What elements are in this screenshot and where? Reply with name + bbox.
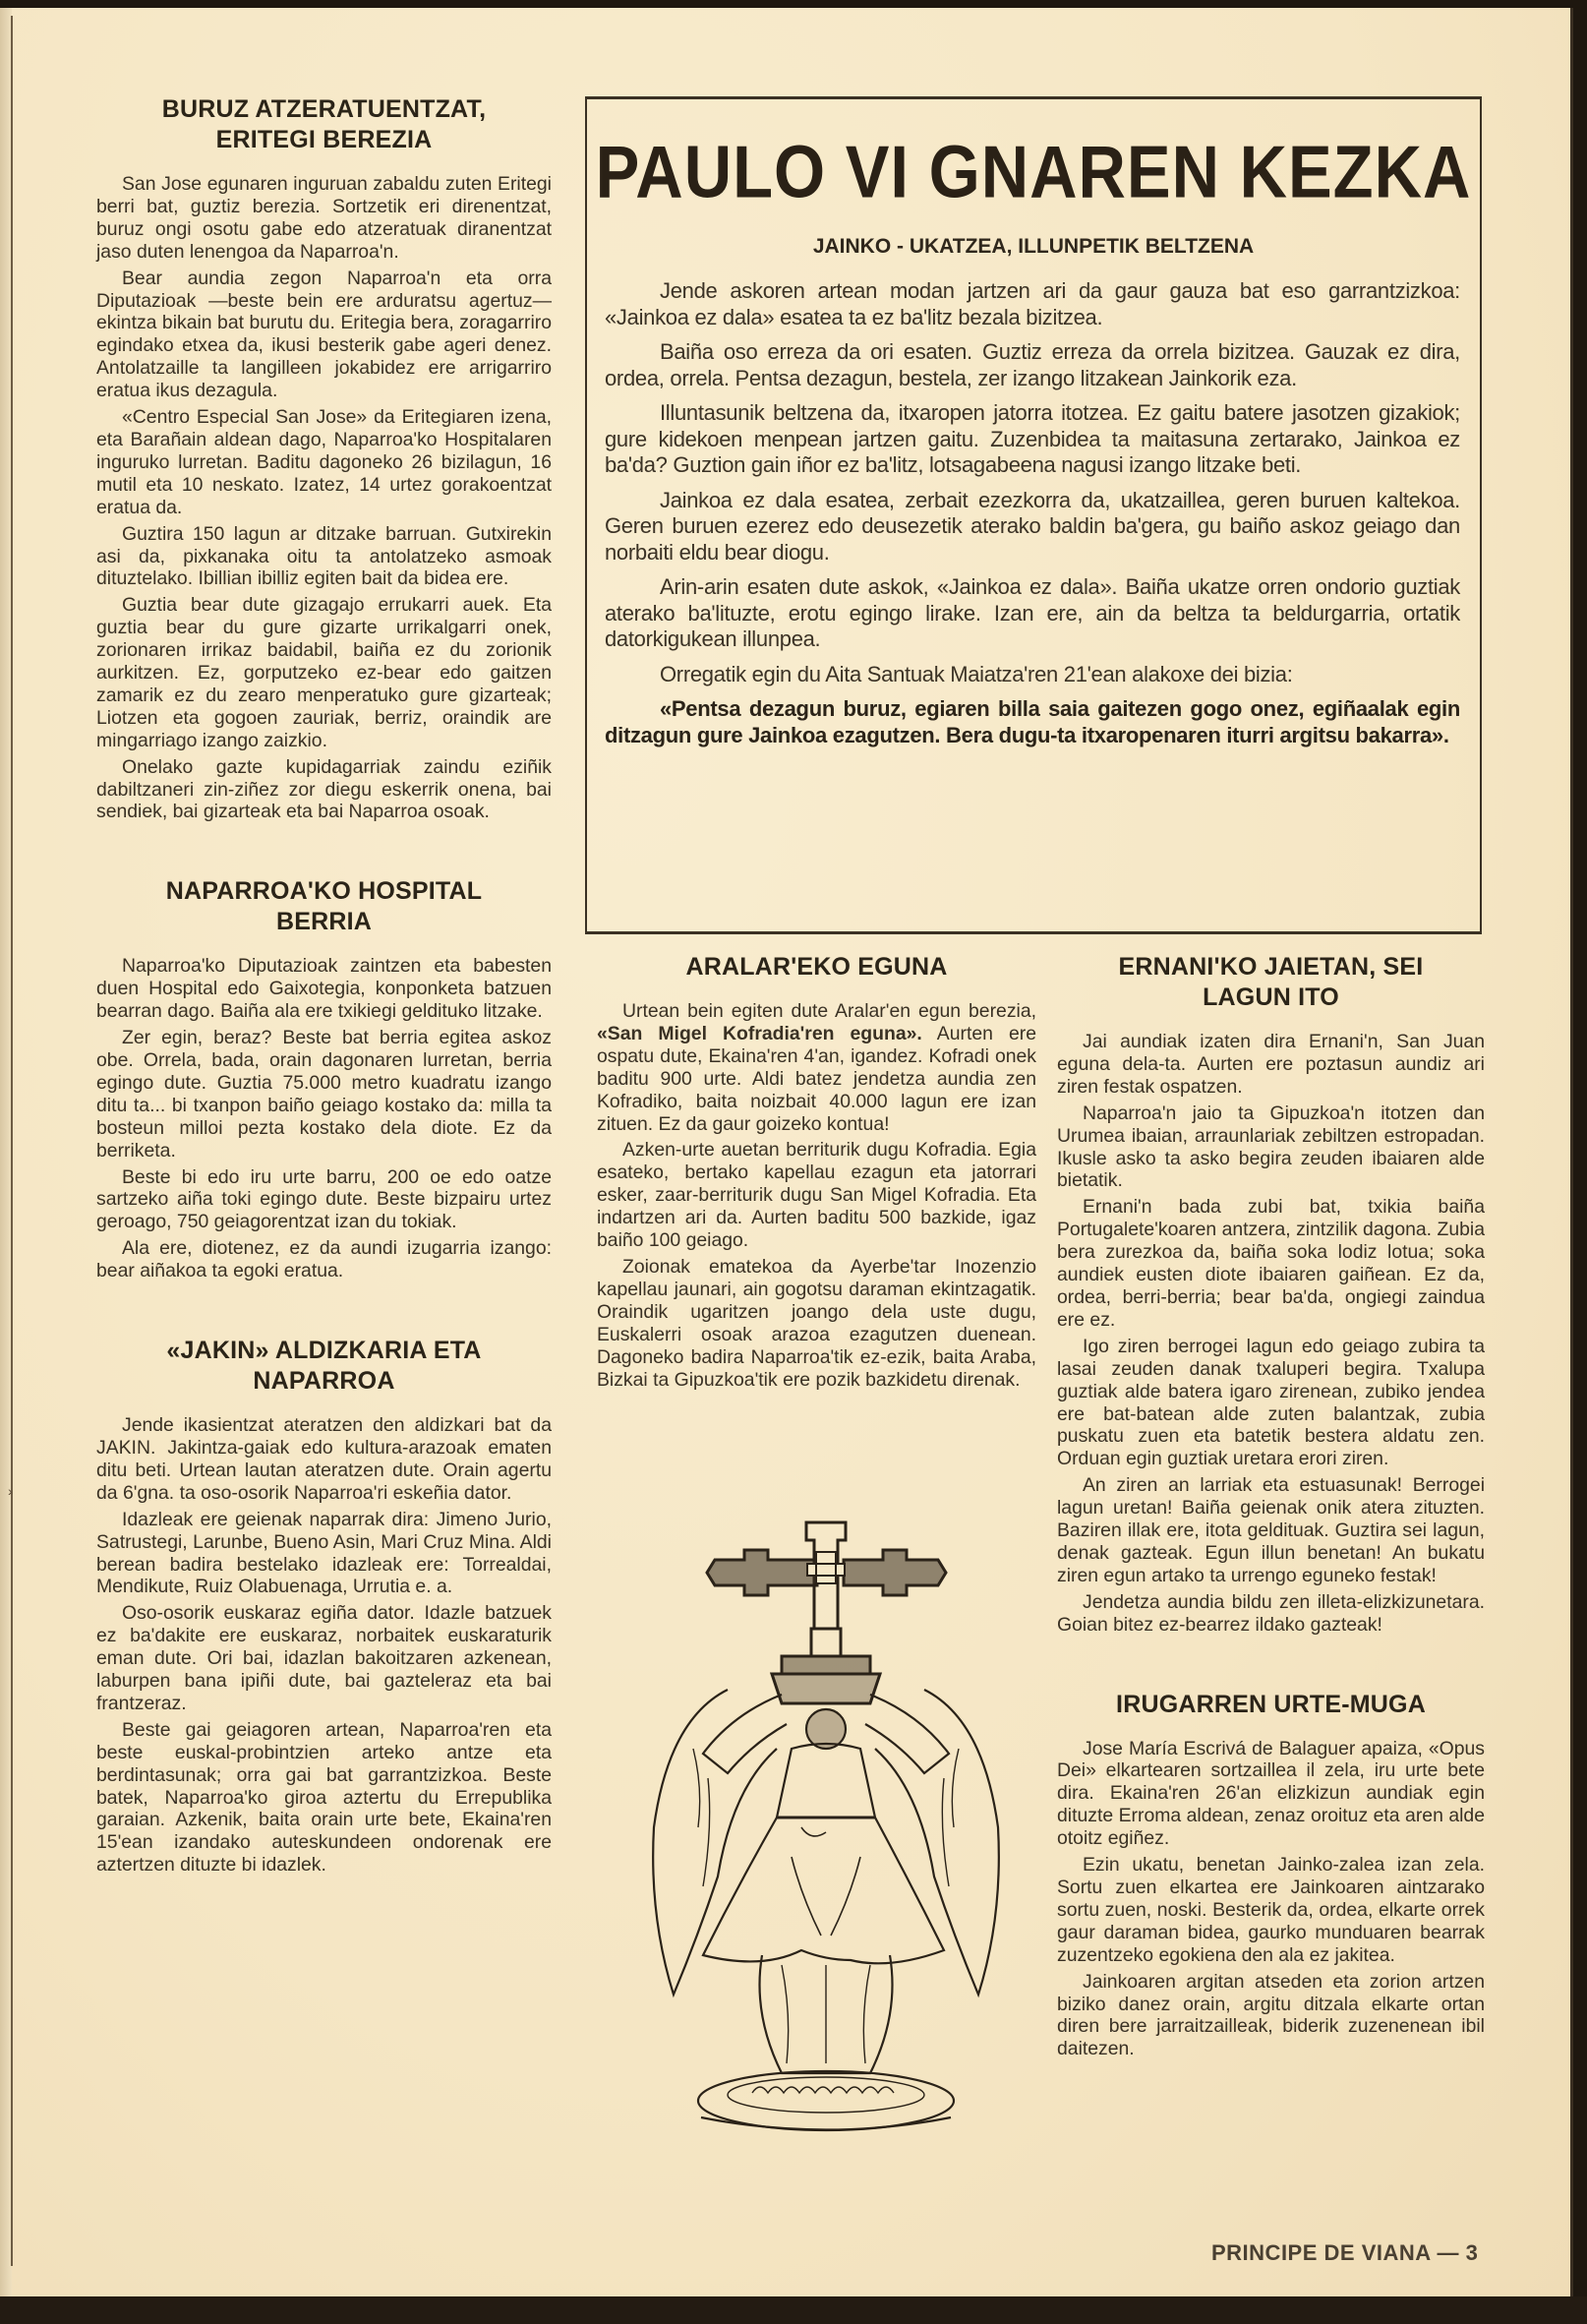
paragraph: Jose María Escrivá de Balaguer apaiza, «Opus Dei» elkartearen sortzaillea il zela, iru urte bete dira. Ekaina'ren 26'an elizkizun aundiak egin dituzte Erroma aldean, zenaz oroituz eta aren alde otoitz egiñez. xyxy=(1057,1737,1485,1850)
paragraph: Orregatik egin du Aita Santuak Maiatza'ren 21'ean alakoxe dei bizia: xyxy=(660,661,1293,686)
article-ernani xyxy=(1057,952,1485,1637)
article-irugarren xyxy=(1057,1690,1485,2061)
paragraph: Jainkoa ez dala esatea, zerbait ezezkorra da, ukatzaillea, geren buruen kaltekoa. Geren buruen ezerez edo deusezetik aterako baldin ba'gera, gu baiño askoz geiago dan norbaiti eldu bear diogu. xyxy=(605,487,1460,565)
paragraph: Oso-osorik euskaraz egiña dator. Idazle batzuek ez ba'dakite ere euskaraz, norbaitek euskaraturik eman dute. Ori bai, idazlan bakoitzaren azkenean, laburpen bana ipiñi dute, bai gazteleraz eta bai frantzeraz. xyxy=(96,1602,552,1714)
paragraph: Guztia bear dute gizagajo errukarri auek. Eta guztia bear du gure gizarte urrikalgarri onek, zorionaren irrikaz baidabil, baiña ez du zorionik aurkitzen. Ez, gorputzeko ez-bear edo gaitzen zamarik ez du zearo menperatuko gure gizarteak; Liotzen eta gogoen zauriak, berriz, oraindik are mingarriago izango zaizkio. xyxy=(96,594,552,751)
headline-line: BERRIA xyxy=(275,908,373,936)
article-headline xyxy=(96,1336,552,1397)
paragraph: Onelako gazte kupidagarriak zaindu eziñik dabiltzaneri zin-ziñez zor diegu eskerrik onena, bai sendiek, bai gizarteak eta bai Naparroa osoak. xyxy=(96,755,552,823)
headline-line: LAGUN ITO xyxy=(1203,983,1339,1011)
paragraph: San Jose egunaren inguruan zabaldu zuten Eritegi berri bat, guztiz berezia. Sortzetik eri direnentzat, buruz ongi osotu gabe edo atzeratuak diranentzat jaso duten lenengoa da Naparroa'n. xyxy=(96,173,552,263)
magazine-page xyxy=(0,8,1573,2304)
article-aralar xyxy=(597,952,1036,1391)
paragraph: Jendetza aundia bildu zen illeta-elizkizunetara. Goian bitez ez-bearrez ildako gazteak! xyxy=(1057,1590,1485,1636)
text-run: Aurten ere ospatu dute, Ekaina'ren 4'an, igandez. Kofradi onek baditu 900 urte. Aldi batez jendetza aundia zen Kofradiko, baita noizbait 40.000 lagun ere izan zituen. Ez da gaur goizeko kontua! xyxy=(597,1022,1036,1135)
paragraph: Idazleak ere geienak naparrak dira: Jimeno Jurio, Satrustegi, Larunbe, Bueno Asin, Mari Cruz Mina. Aldi berean badira bestelako idazleak ere: Torrealdai, Mendikute, Ruiz Olabuenaga, Urrutia e. a. xyxy=(96,1508,552,1598)
article-hospital xyxy=(96,876,552,1282)
paragraph: Beste bi edo iru urte barru, 200 oe edo oatze sartzeko aiña toki egingo dute. Beste bizpairu urtez geroago, 750 geiagorentzat izan du tokiak. xyxy=(96,1165,552,1233)
paragraph: Beste gai geiagoren artean, Naparroa'ren eta beste euskal-probintzien arteko antze eta berdintasunak; orra gai bat garrantzizkoa. Beste batek, Naparroa'ko giroa aztertu du Errepublika garaian. Azkenik, baita orain urte bete, Ekaina'ren 15'ean izandako auteskundeen ondorenak ere aztertzen dituzte bi idazlek. xyxy=(96,1718,552,1877)
page-footer xyxy=(1211,2240,1478,2266)
headline-line: ERITEGI BEREZIA xyxy=(215,126,433,153)
page-edge xyxy=(1570,8,1573,2304)
paragraph: Jai aundiak izaten dira Ernani'n, San Juan eguna dela-ta. Aurten ere poztasun aundiz ari ziren festak ospatzen. xyxy=(1057,1031,1485,1098)
paragraph: Naparroa'n jaio ta Gipuzkoa'n itotzen dan Urumea ibaian, arraunlariak zebiltzen estropadan. Ikusle asko ta asko begira zeuden ibaiaren alde bietatik. xyxy=(1057,1102,1485,1192)
paragraph: Baiña oso erreza da ori esaten. Guztiz erreza da orrela bizitzea. Gauzak ez dira, ordea, orrela. Pentsa dezagun, bestela, zer izango litzakean Jainkorik eza. xyxy=(605,339,1460,390)
headline-line: BURUZ ATZERATUENTZAT, xyxy=(161,95,487,123)
paragraph: Igo ziren berrogei lagun edo geiago zubira ta lasai zeuden danak txaluperi begira. Txalupa guztiak alde batera igaro zirenean, zubiko jendea ere bat-batean alde zuten balantzak, zubia puskatu zuen eta batetik bestera aldatu zen. Orduan egin guztiak uretara erori ziren. xyxy=(1057,1335,1485,1470)
paragraph: Jende ikasientzat ateratzen den aldizkari bat da JAKIN. Jakintza-gaiak edo kultura-arazoak ematen ditu beti. Urtean lautan ateratzen dute. Orain agertu da 6'gna. ta oso-osorik Naparroa'ri eskeñia dator. xyxy=(96,1414,552,1504)
papal-quote: «Pentsa dezagun buruz, egiaren billa saia gaitezen gogo onez, egiñaalak egin ditzagun gure Jainkoa ezagutzen. Bera dugu-ta itxaropenaren iturri argitsu bakarra». xyxy=(605,696,1460,747)
paragraph: Arin-arin esaten dute askok, «Jainkoa ez dala». Baiña ukatze orren ondorio guztiak aterako ba'lituzte, erotu egingo lirake. Izan ere, ain da beltza ta beldurgarria, ortatik datorkigukean illunpea. xyxy=(605,574,1460,651)
article-headline: ARALAR'EKO EGUNA xyxy=(685,953,948,981)
paragraph: Ala ere, diotenez, ez da aundi izugarria izango: bear aiñakoa ta egoki eratua. xyxy=(96,1237,552,1282)
paragraph: Ezin ukatu, benetan Jainko-zalea izan zela. Sortu zuen elkartea ere Jainkoaren aintzarako sortu zuen, noski. Besterik da, ordea, elkarte orrek gaur daraman bidea, gaurko munduaren bearrak zuzentzeko egokiena den ala ez jakitea. xyxy=(1057,1854,1485,1966)
headline-line: NAPARROA'KO HOSPITAL xyxy=(165,877,483,906)
headline-line: ERNANI'KO JAIETAN, SEI xyxy=(1118,953,1424,981)
paragraph: Guztira 150 lagun ar ditzake barruan. Gutxirekin asi da, pixkanaka oitu ta antolatzeko asmoak dituztelako. Ibillian ibilliz egiten bait da bidea ere. xyxy=(96,522,552,590)
right-column xyxy=(1057,952,1485,2064)
article-headline: IRUGARREN URTE-MUGA xyxy=(1116,1690,1426,1718)
paragraph: Azken-urte auetan berriturik dugu Kofradia. Egia esateko, bertako kapellau ezagun eta jatorrari esker, zaar-berriturik dugu San Migel Kofradia. Eta indartzen ari da. Aurten baditu 500 bazkide, igaz baiño 100 geiago. xyxy=(597,1139,1036,1252)
headline-line: NAPARROA xyxy=(253,1367,395,1396)
lead-article-box xyxy=(585,96,1482,934)
article-headline xyxy=(96,94,552,155)
left-column xyxy=(96,94,552,1880)
paragraph: Jende askoren artean modan jartzen ari da gaur gauza bat eso garrantzizkoa: «Jainkoa ez dala» esatea ta ez ba'litz bezala bizitzea. xyxy=(605,278,1460,329)
paragraph xyxy=(597,1000,1036,1135)
text-run: Urtean bein egiten dute Aralar'en egun berezia, xyxy=(622,1000,1036,1022)
article-eritegi xyxy=(96,94,552,823)
page-number: 3 xyxy=(1465,2240,1479,2265)
middle-column xyxy=(597,952,1036,1395)
margin-mark: › xyxy=(8,1483,13,1499)
bold-text-run: «San Migel Kofradia'ren eguna». xyxy=(597,1022,922,1044)
lead-article-subtitle: JAINKO - UKATZEA, ILLUNPETIK BELTZENA xyxy=(812,235,1255,258)
publication-name: PRINCIPE DE VIANA xyxy=(1211,2240,1431,2265)
paragraph: Jainkoaren argitan atseden eta zorion artzen biziko danez orain, argitu ditzala elkarte ortan diren bere jarraitzailleak, biderik zuzenenean ibil daitezen. xyxy=(1057,1970,1485,2060)
paragraph: Bear aundia zegon Naparroa'n eta orra Diputazioak —beste bein ere arduratsu agertuz— ekintza bikain bat burutu du. Eritegia bera, zoragarriro egindako etxea da, ikusi besterik gabe ageri denez. Antolatzaille ta langilleen jokabidez ere arrigarriro eratua ikus dezagula. xyxy=(96,267,552,402)
article-jakin xyxy=(96,1336,552,1877)
paragraph: Ernani'n bada zubi bat, txikia baiña Portugalete'koaren antzera, zintzilik dagona. Zubia bera zurezkoa da, baiña soka lodiz lotua; soka aundiek eusten diote ibaiaren gaiñean. Ez da, ordea, berri-berria; bear ba'da, ongiegi zaindua ere ez. xyxy=(1057,1196,1485,1331)
lead-article-title: PAULO VI GNAREN KEZKA xyxy=(595,131,1472,214)
footer-separator: — xyxy=(1437,2240,1459,2265)
processional-cross-icon xyxy=(707,1522,946,1703)
paragraph: Illuntasunik beltzena da, itxaropen jatorra itotzea. Ez gaitu batere jasotzen gizakiok; gure kidekoen menpean jartzen gaitu. Zuzenbidea ta maitasuna zertarako, Jainkoa ez ba'da? Guztion gain iñor ez ba'litz, lotsagabeena nagusi izango litzake beti. xyxy=(605,400,1460,477)
paragraph: An ziren an larriak eta estuasunak! Berrogei lagun uretan! Baiña geienak onik atera zituzten. Baziren illak ere, itota geldituak. Guztira sei lagun, denak gazteak. Egun illun benetan! An bukatu ziren egun artako ta urrengo eguneko festak! xyxy=(1057,1474,1485,1586)
article-headline xyxy=(96,876,552,937)
paragraph: Zer egin, beraz? Beste bat berria egitea askoz obe. Orrela, bada, orain dagonaren lurretan, berria egingo dute. Guztia 75.000 metro kuadratu izango ditu ta... bi txanpon baiño geiago kostako da: milla ta bosteun milloi pezta kostako dela diote. Ez da berriketa. xyxy=(96,1027,552,1162)
headline-line: «JAKIN» ALDIZKARIA ETA xyxy=(166,1337,482,1365)
angel-figure-icon xyxy=(653,1690,999,2130)
lead-article-body xyxy=(605,278,1460,757)
angel-cross-illustration xyxy=(634,1503,1008,2250)
spine-rule xyxy=(11,16,13,2266)
article-headline xyxy=(1057,952,1485,1013)
scan-border xyxy=(0,2296,1587,2324)
paragraph: Naparroa'ko Diputazioak zaintzen eta babesten duen Hospital edo Gaixotegia, konponketa batzuen bearran dago. Baiña ala ere txikiegi geldituko litzake. xyxy=(96,955,552,1023)
paragraph: «Centro Especial San Jose» da Eritegiaren izena, eta Barañain aldean dago, Naparroa'ko Hospitalaren inguruko lurretan. Baditu dagoneko 26 bizilagun, 16 mutil eta 10 neskato. Izatez, 14 urtez gorakoentzat eratua da. xyxy=(96,406,552,518)
paragraph: Zoionak ematekoa da Ayerbe'tar Inozenzio kapellau jaunari, ain gogotsu daraman ekintzagatik. Oraindik ugaritzen joango dela uste dugu, Euskalerri osoak arazoa ezagutzen duenean. Dagoneko badira Naparroa'tik ez-ezik, baita Araba, Bizkai ta Gipuzkoa'tik ere pozik bazkidetu direnak. xyxy=(597,1255,1036,1391)
